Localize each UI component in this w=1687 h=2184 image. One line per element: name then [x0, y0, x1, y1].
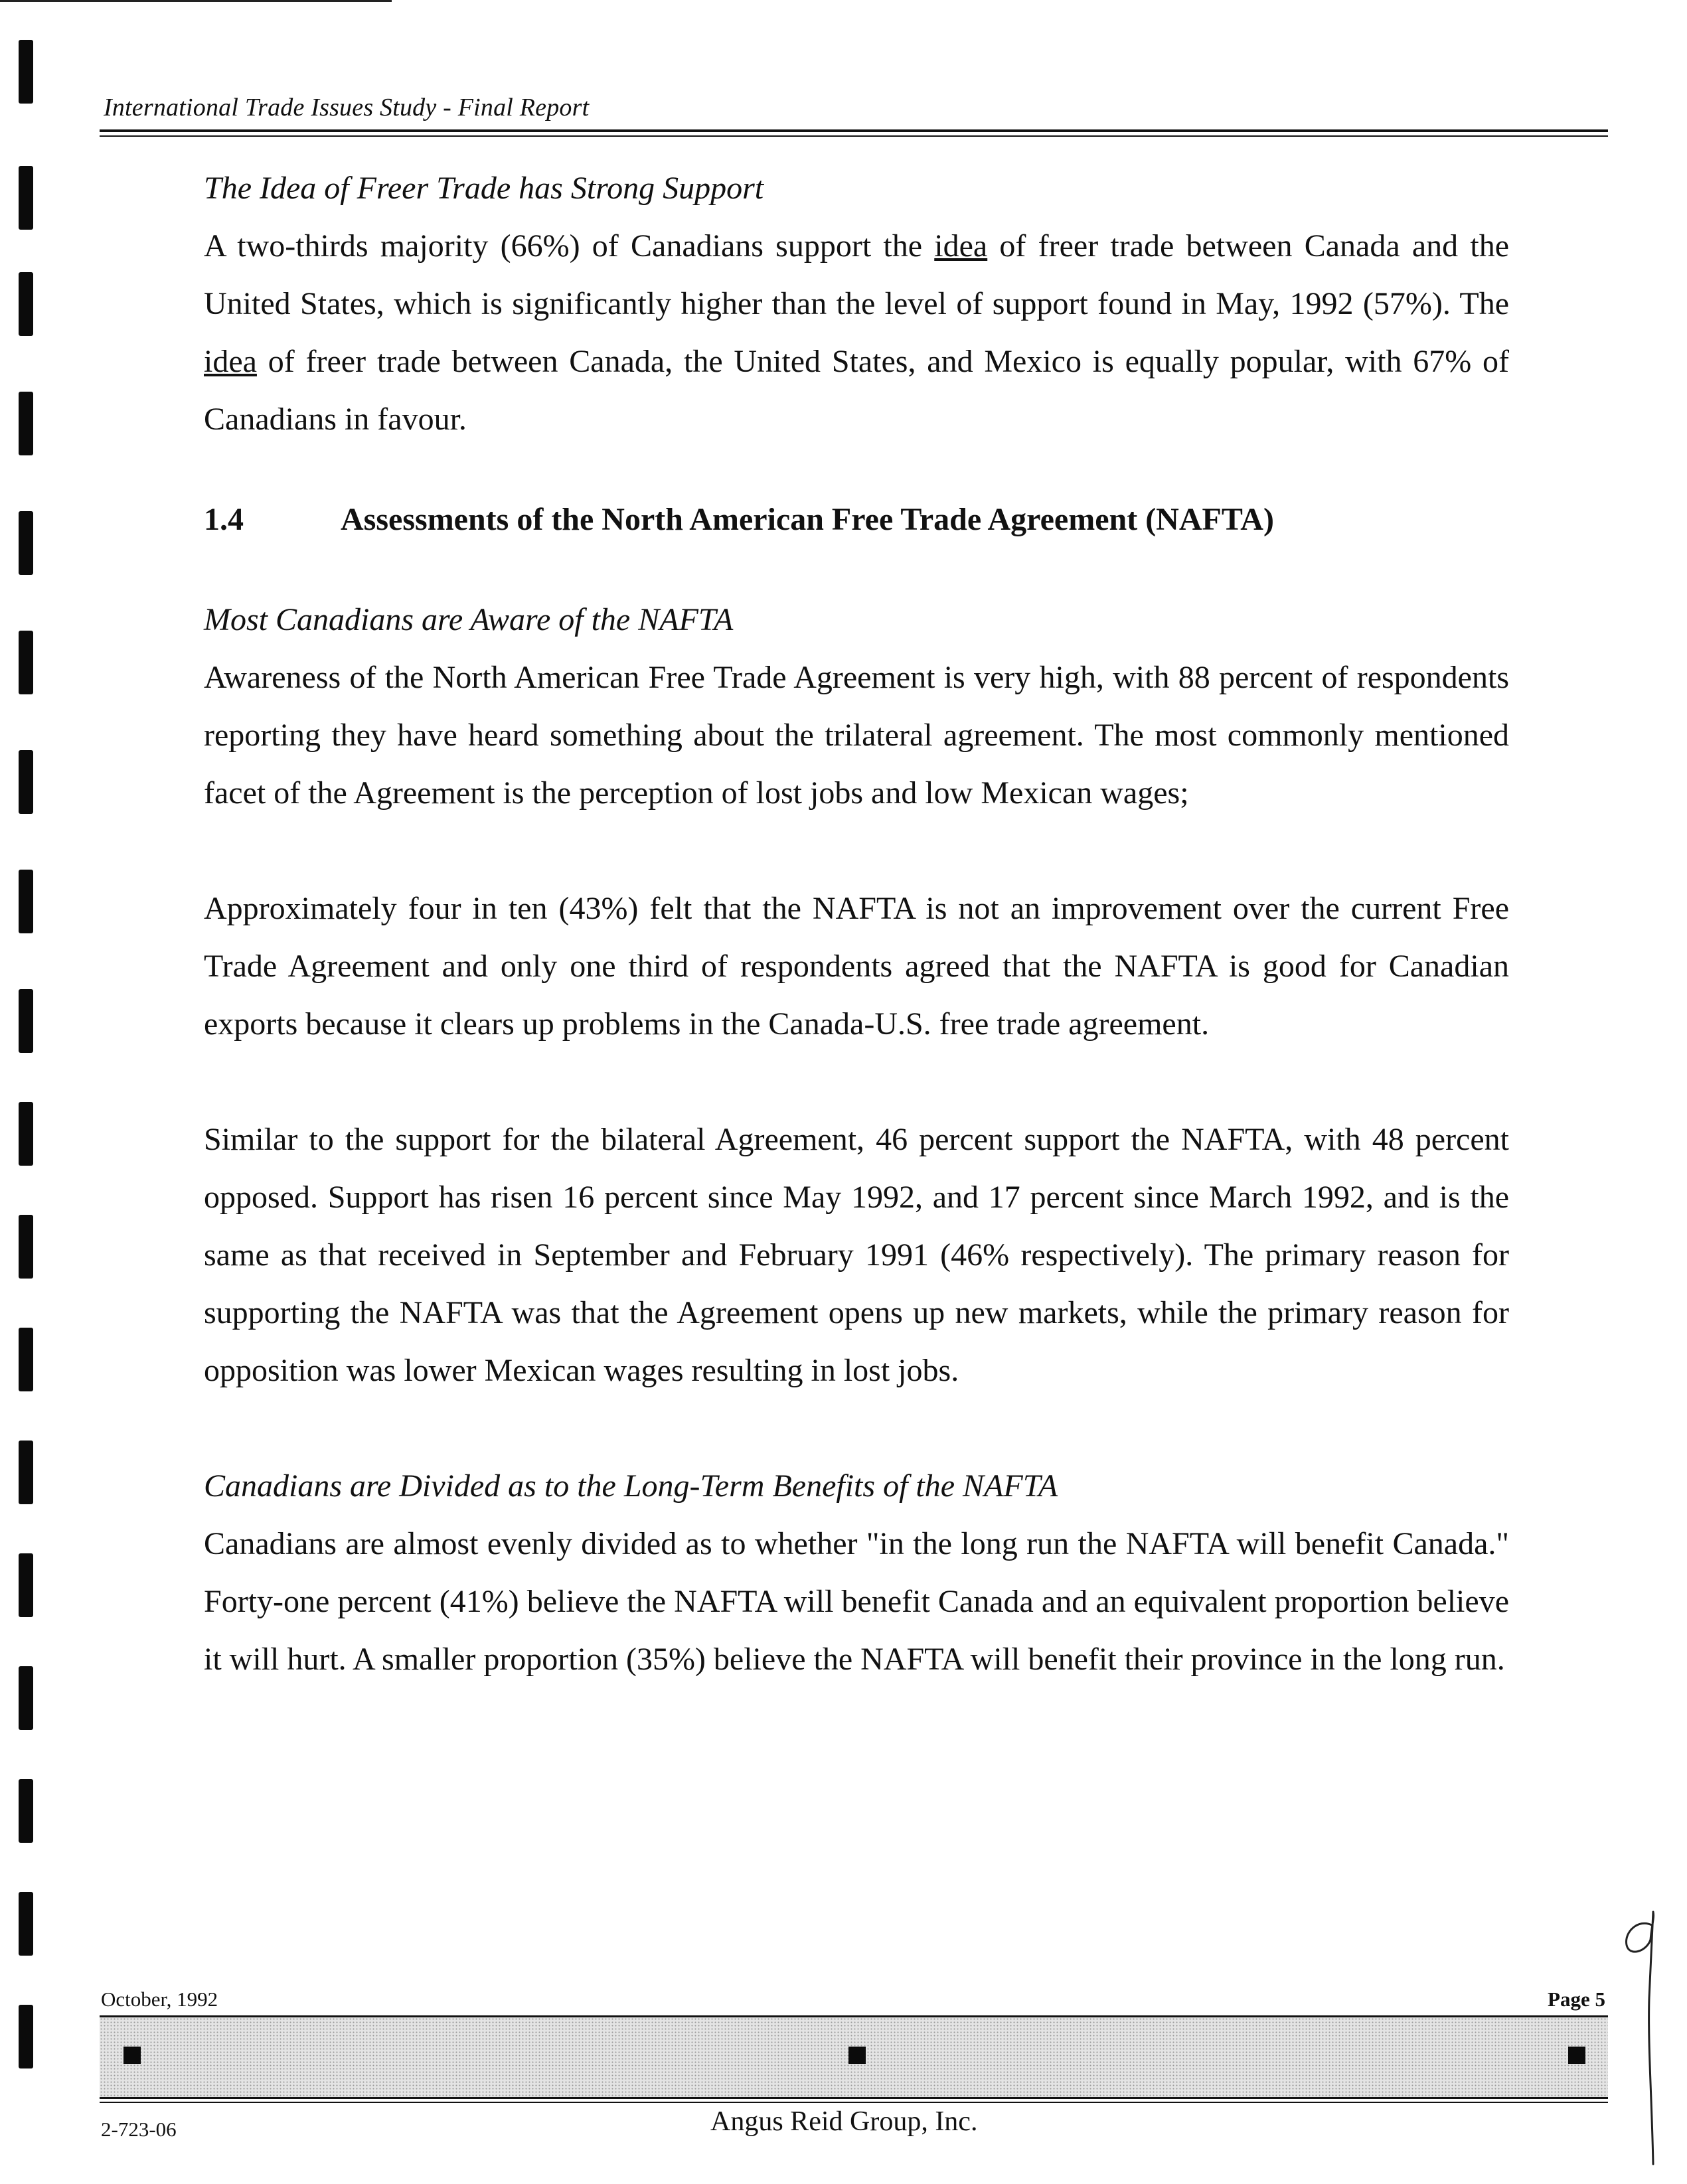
paragraph-awareness: Awareness of the North American Free Trade Agreement is very high, with 88 percent of respondents reporting they have heard something about the trilateral agreement. The most commonly mentioned facet of the Agreement is the perception of lost jobs and low Mexican wages; [204, 660, 1509, 811]
binder-hole [19, 272, 33, 336]
text-run: of freer trade between Canada, the United States, and Mexico is equally popular, with 67% of Canadians in favour. [204, 344, 1509, 437]
page-body [204, 159, 1509, 1688]
paragraph-spacer [204, 1053, 1509, 1111]
header-rule [100, 129, 1608, 132]
binder-hole [19, 1553, 33, 1617]
binder-hole [19, 989, 33, 1053]
section-heading [204, 491, 1509, 548]
binder-hole [19, 750, 33, 814]
binder-holes [19, 40, 35, 2164]
subheading-freer-trade: The Idea of Freer Trade has Strong Support [204, 171, 764, 206]
underlined-word: idea [934, 228, 988, 264]
footer-band [100, 2015, 1608, 2099]
top-edge-line [0, 0, 392, 2]
report-title: International Trade Issues Study - Final Report [104, 94, 590, 121]
text-run: A two-thirds majority (66%) of Canadians support the [204, 228, 935, 264]
company-name: Angus Reid Group, Inc. [710, 2106, 978, 2137]
binder-hole [19, 511, 33, 575]
subheading-divided: Canadians are Divided as to the Long-Term Benefits of the NAFTA [204, 1468, 1058, 1504]
binder-hole [19, 1102, 33, 1166]
square-bullet-icon [123, 2047, 141, 2064]
handwritten-mark-icon [1612, 1899, 1672, 2177]
binder-hole [19, 40, 33, 104]
footer-rule [100, 2102, 1608, 2103]
subheading-awareness: Most Canadians are Aware of the NAFTA [204, 602, 734, 637]
square-bullet-icon [1568, 2047, 1585, 2064]
binder-hole [19, 1215, 33, 1279]
binder-hole [19, 631, 33, 694]
binder-hole [19, 166, 33, 230]
binder-hole [19, 1892, 33, 1956]
binder-hole [19, 1666, 33, 1730]
paragraph-spacer [204, 1399, 1509, 1457]
paragraph-improvement: Approximately four in ten (43%) felt that the NAFTA is not an improvement over the current Free Trade Agreement and only one third of respondents agreed that the NAFTA is good for Canadian exports because it clears up problems in the Canada-U.S. free trade agreement. [204, 891, 1509, 1042]
document-code: 2-723-06 [101, 2118, 177, 2141]
binder-hole [19, 870, 33, 933]
binder-hole [19, 1779, 33, 1843]
binder-hole [19, 1328, 33, 1391]
header-rule-thin [100, 135, 1608, 137]
binder-hole [19, 1441, 33, 1504]
paragraph-divided: Canadians are almost evenly divided as to whether "in the long run the NAFTA will benefit Canada." Forty-one percent (41%) believe the NAFTA will benefit Canada and an equivalent proportion believe it will hurt. A smaller proportion (35%) believe the NAFTA will benefit their province in the long run. [204, 1526, 1509, 1677]
underlined-word: idea [204, 344, 257, 379]
text-run: of freer trade between Canada and the United States, which is significantly higher than the level of support found in May, 1992 (57%). The [204, 228, 1509, 321]
paragraph-spacer [204, 822, 1509, 880]
paragraph-support: Similar to the support for the bilateral Agreement, 46 percent support the NAFTA, with 48 percent opposed. Support has risen 16 percent since May 1992, and 17 percent since March 1992, and is the same as that received in September and February 1991 (46% respectively). The primary reason for supporting the NAFTA was that the Agreement opens up new markets, while the primary reason for opposition was lower Mexican wages resulting in lost jobs. [204, 1122, 1509, 1388]
page-number: Page 5 [1548, 1988, 1605, 2011]
paragraph-freer-trade [204, 217, 1509, 448]
binder-hole [19, 2005, 33, 2068]
square-bullet-icon [848, 2047, 866, 2064]
binder-hole [19, 392, 33, 455]
footer-date: October, 1992 [101, 1988, 218, 2011]
section-title: Assessments of the North American Free Trade Agreement (NAFTA) [341, 502, 1274, 537]
section-number: 1.4 [204, 502, 244, 537]
